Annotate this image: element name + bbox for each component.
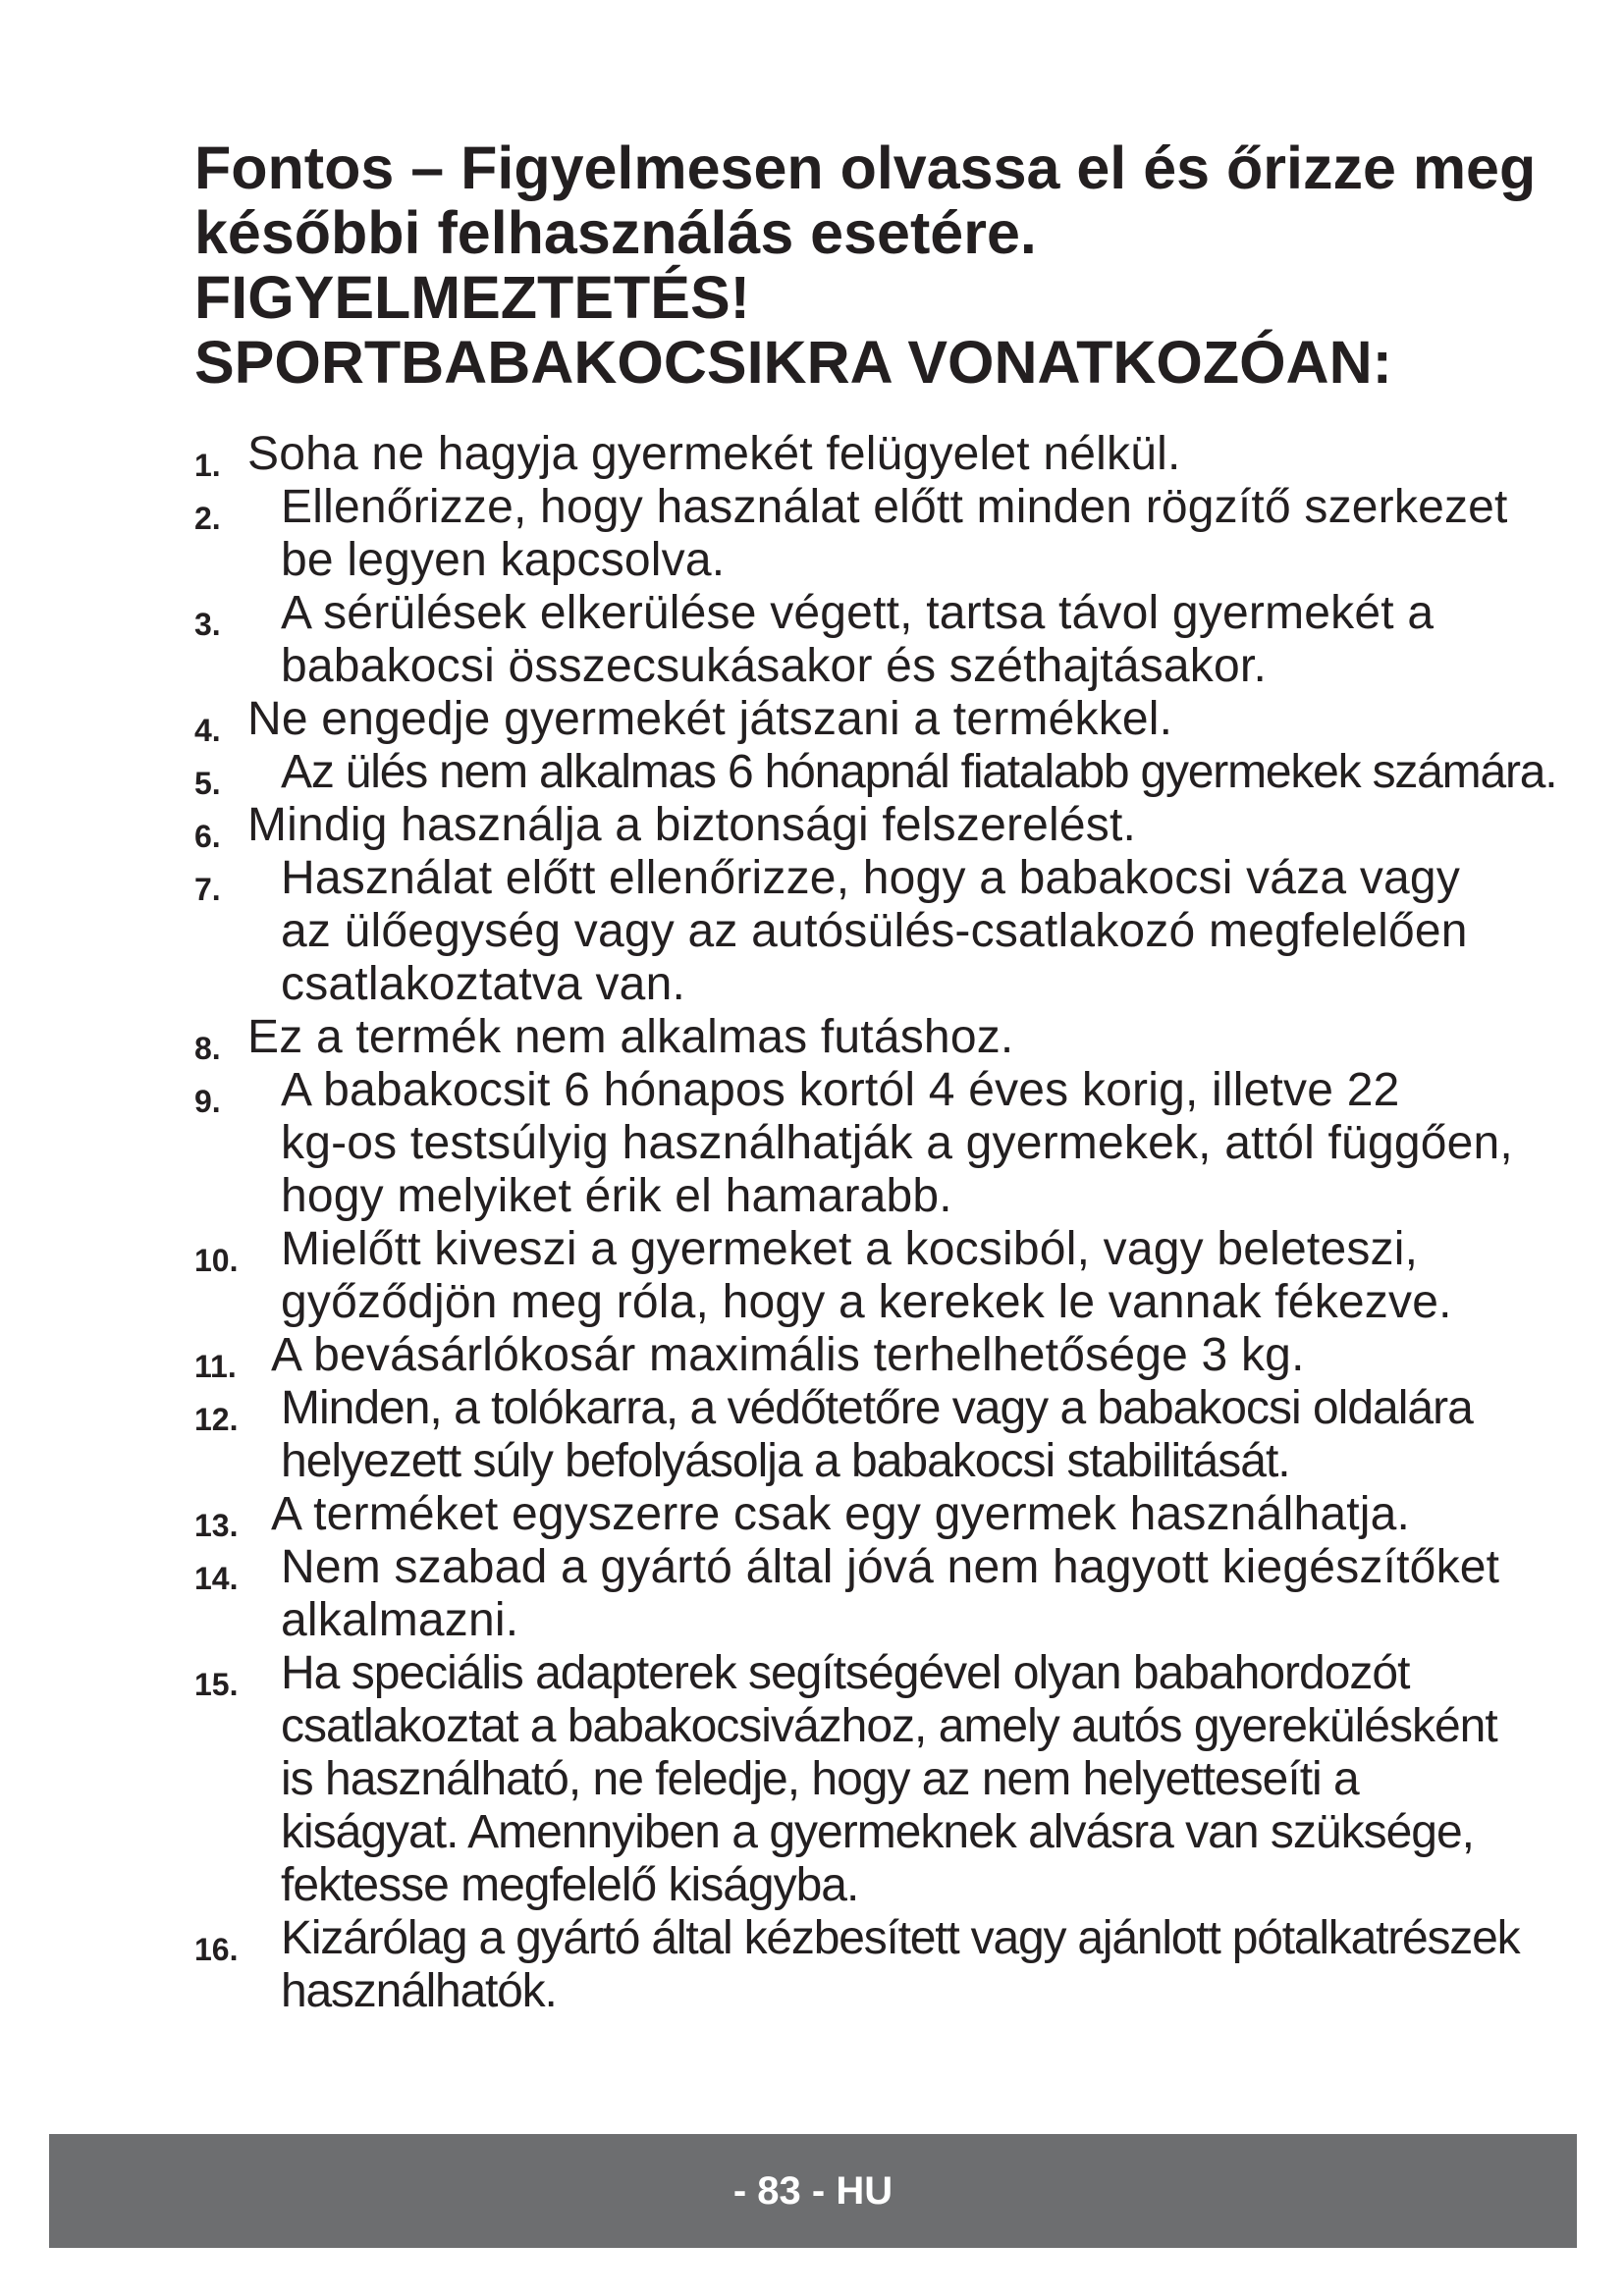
list-item-6 [194,799,1569,852]
item-text: Nem szabad a gyártó által jóvá nem hagyott kiegészítőket [281,1541,1500,1593]
item-number: 6. [194,819,221,854]
heading-line-3: FIGYELMEZTETÉS! [194,264,750,331]
list-item-10 [194,1223,1569,1329]
item-text: helyezett súly befolyásolja a babakocsi stabilitását. [281,1435,1290,1487]
item-text: be legyen kapcsolva. [281,534,726,586]
list-item-16 [194,1912,1569,2018]
item-text: kiságyat. Amennyiben a gyermeknek alvásra van szüksége, [281,1806,1475,1858]
item-text: Használat előtt ellenőrizze, hogy a babakocsi váza vagy [281,852,1461,904]
item-text: Kizárólag a gyártó által kézbesített vagy ajánlott pótalkatrészek [281,1912,1520,1964]
item-text: kg-os testsúlyig használhatják a gyermekek, attól függően, [281,1117,1513,1169]
footer-bar [49,2134,1577,2248]
item-number: 9. [194,1084,221,1119]
item-text: alkalmazni. [281,1594,519,1646]
item-text: Minden, a tolókarra, a védőtetőre vagy a babakocsi oldalára [281,1382,1473,1434]
item-number: 2. [194,501,221,536]
warning-list [194,428,1569,2018]
list-item-15 [194,1647,1569,1912]
item-text: hogy melyiket érik el hamarabb. [281,1170,952,1222]
item-text: Soha ne hagyja gyermekét felügyelet nélkül. [247,428,1181,480]
item-text: A babakocsit 6 hónapos kortól 4 éves korig, illetve 22 [281,1064,1400,1116]
list-item-7 [194,852,1569,1011]
list-item-13 [194,1488,1569,1541]
item-text: csatlakoztatva van. [281,958,686,1010]
item-text: Mielőtt kiveszi a gyermeket a kocsiból, vagy beleteszi, [281,1223,1419,1275]
item-text: Mindig használja a biztonsági felszerelést. [247,799,1137,851]
list-item-5 [194,746,1569,799]
heading-line-1: Fontos – Figyelmesen olvassa el és őrizze meg [194,134,1537,201]
item-text: Ez a termék nem alkalmas futáshoz. [247,1011,1014,1063]
item-number: 11. [194,1349,237,1384]
item-text: fektesse megfelelő kiságyba. [281,1859,859,1911]
item-text: Az ülés nem alkalmas 6 hónapnál fiatalabb gyermekek számára. [281,746,1557,798]
item-text: az ülőegység vagy az autósülés-csatlakozó megfelelően [281,905,1468,957]
list-item-14 [194,1541,1569,1647]
list-item-12 [194,1382,1569,1488]
item-number: 1. [194,448,221,483]
item-number: 5. [194,766,221,801]
item-text: A sérülések elkerülése végett, tartsa távol gyermekét a [281,587,1435,639]
item-text: győződjön meg róla, hogy a kerekek le vannak fékezve. [281,1276,1452,1328]
item-text: is használható, ne feledje, hogy az nem helyetteseíti a [281,1753,1359,1805]
item-number: 10. [194,1243,239,1278]
heading-block [194,135,1569,395]
list-item-8 [194,1011,1569,1064]
list-item-1 [194,428,1569,481]
page-number: - 83 - HU [732,2169,893,2213]
item-number: 15. [194,1667,239,1702]
heading-line-2: későbbi felhasználás esetére. [194,199,1037,266]
heading-line-4: SPORTBABAKOCSIKRA VONATKOZÓAN: [194,329,1392,396]
item-text: Ellenőrizze, hogy használat előtt minden rögzítő szerkezet [281,481,1508,533]
list-item-9 [194,1064,1569,1223]
list-item-4 [194,693,1569,746]
item-number: 3. [194,607,221,642]
item-number: 13. [194,1508,239,1543]
item-text: használhatók. [281,1965,557,2017]
list-item-11 [194,1329,1569,1382]
item-text: Ne engedje gyermekét játszani a termékkel. [247,693,1173,745]
item-text: A terméket egyszerre csak egy gyermek használhatja. [271,1488,1411,1540]
list-item-3 [194,587,1569,693]
item-text: babakocsi összecsukásakor és széthajtásakor. [281,640,1267,692]
list-item-2 [194,481,1569,587]
item-number: 12. [194,1402,239,1437]
item-text: csatlakoztat a babakocsivázhoz, amely autós gyerekülésként [281,1700,1497,1752]
item-number: 4. [194,713,221,748]
item-number: 16. [194,1932,239,1967]
item-number: 14. [194,1561,239,1596]
item-number: 7. [194,872,221,907]
item-text: A bevásárlókosár maximális terhelhetősége 3 kg. [271,1329,1305,1381]
item-number: 8. [194,1031,221,1066]
item-text: Ha speciális adapterek segítségével olyan babahordozót [281,1647,1410,1699]
